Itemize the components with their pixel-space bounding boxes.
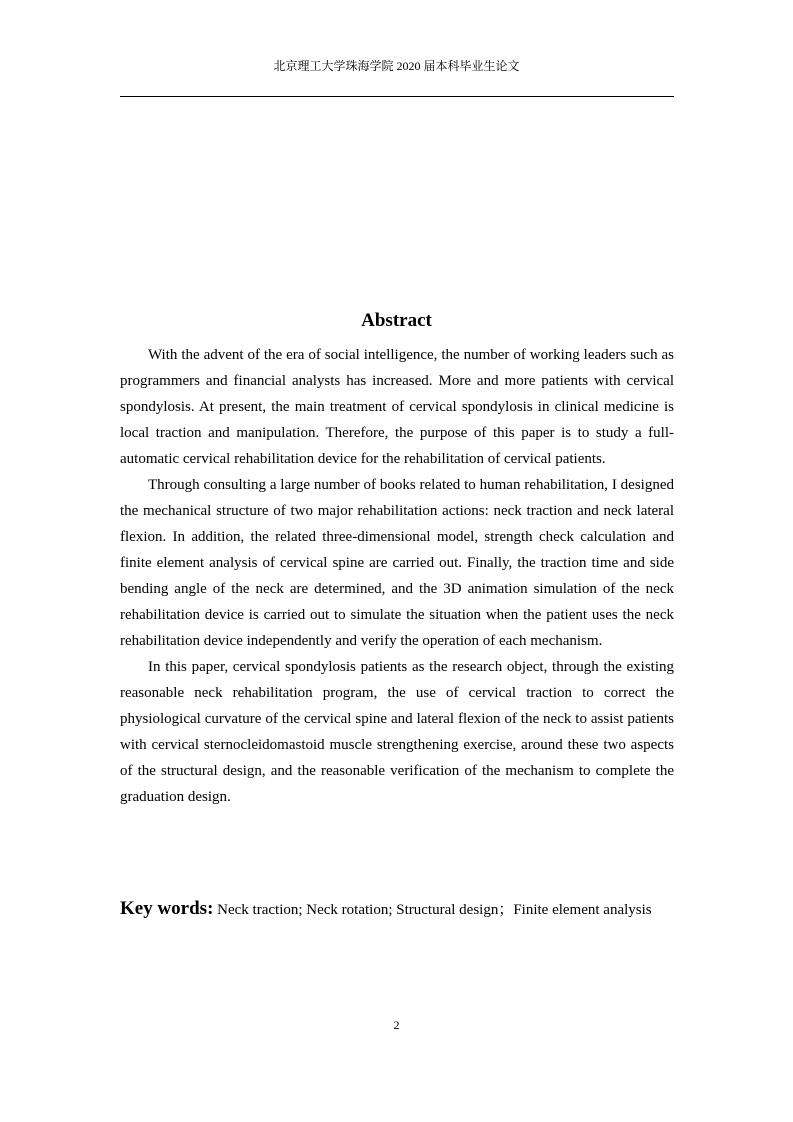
abstract-title: Abstract	[361, 310, 432, 331]
abstract-body	[120, 342, 674, 810]
abstract-paragraph-1: With the advent of the era of social intelligence, the number of working leaders such as programmers and financial analysts has increased. More and more patients with cervical spondylosis. At present, the main treatment of cervical spondylosis in clinical medicine is local traction and manipulation. Therefore, the purpose of this paper is to study a full-automatic cervical rehabilitation device for the rehabilitation of cervical patients.	[120, 347, 674, 467]
keywords-text: Neck traction; Neck rotation; Structural design；Finite element analysis	[217, 902, 652, 918]
keywords-line	[120, 896, 680, 923]
abstract-paragraph-3: In this paper, cervical spondylosis patients as the research object, through the existing reasonable neck rehabilitation program, the use of cervical traction to correct the physiological curvature of the cervical spine and lateral flexion of the neck to assist patients with cervical sternocleidomastoid muscle strengthening exercise, around these two aspects of the structural design, and the reasonable verification of the mechanism to complete the graduation design.	[120, 659, 674, 805]
page-number: 2	[393, 1018, 400, 1032]
header-rule	[120, 96, 674, 97]
abstract-paragraph-2: Through consulting a large number of books related to human rehabilitation, I designed the mechanical structure of two major rehabilitation actions: neck traction and neck lateral flexion. In addition, the related three-dimensional model, strength check calculation and finite element analysis of cervical spine are carried out. Finally, the traction time and side bending angle of the neck are determined, and the 3D animation simulation of the neck rehabilitation device is carried out to simulate the situation when the patient uses the neck rehabilitation device independently and verify the operation of each mechanism.	[120, 477, 674, 649]
keywords-label: Key words:	[120, 898, 214, 919]
running-header: 北京理工大学珠海学院 2020 届本科毕业生论文	[273, 59, 520, 73]
